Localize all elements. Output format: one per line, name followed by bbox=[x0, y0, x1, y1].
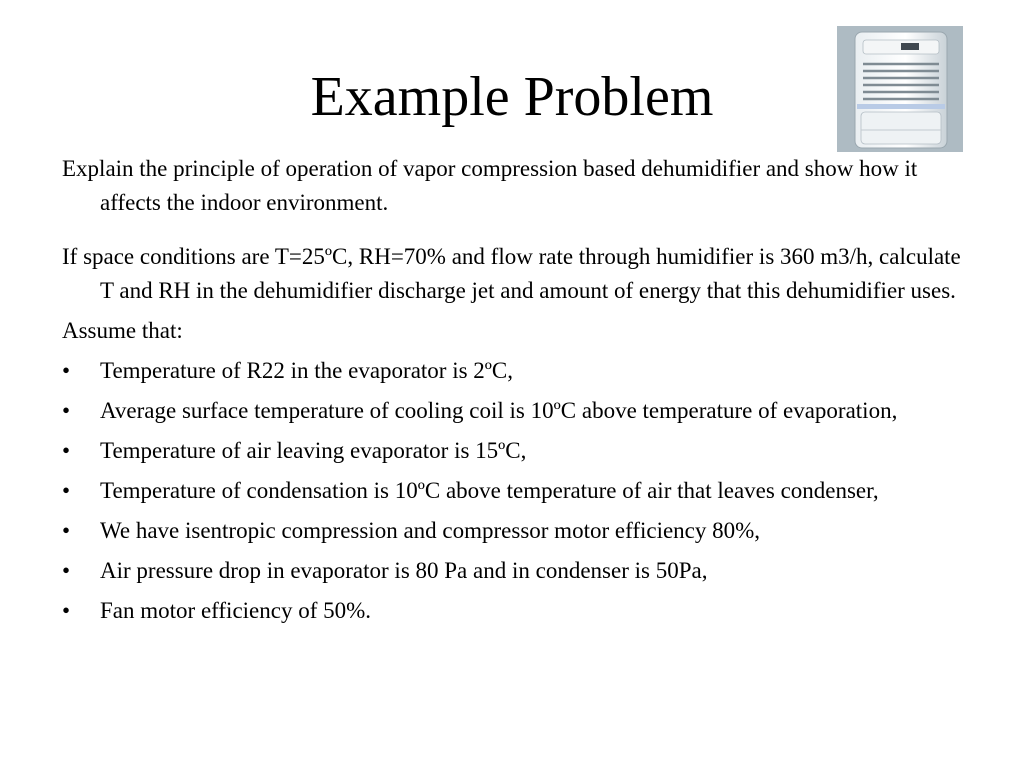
assume-label: Assume that: bbox=[62, 318, 183, 343]
list-item-text: Temperature of R22 in the evaporator is 2ºC, bbox=[100, 358, 514, 383]
list-item-text: Average surface temperature of cooling coil is 10ºC above temperature of evaporation, bbox=[100, 398, 898, 423]
bullet-icon: • bbox=[62, 558, 71, 583]
list-item bbox=[62, 354, 972, 388]
list-item-text: We have isentropic compression and compressor motor efficiency 80%, bbox=[100, 518, 761, 543]
paragraph-conditions: If space conditions are T=25ºC, RH=70% and flow rate through humidifier is 360 m3/h, calculate T and RH in the dehumidifier discharge jet and amount of energy that this dehumidifier uses. bbox=[62, 244, 961, 303]
bullet-icon: • bbox=[62, 478, 71, 503]
list-item bbox=[62, 594, 972, 628]
assumption-list bbox=[62, 354, 972, 628]
list-item-text: Temperature of air leaving evaporator is 15ºC, bbox=[100, 438, 527, 463]
paragraph-task: Explain the principle of operation of vapor compression based dehumidifier and show how it affects the indoor environment. bbox=[62, 156, 918, 215]
dehumidifier-illustration bbox=[837, 26, 963, 152]
list-item-text: Temperature of condensation is 10ºC above temperature of air that leaves condenser, bbox=[100, 478, 879, 503]
list-item bbox=[62, 394, 972, 428]
bullet-icon: • bbox=[62, 398, 71, 423]
list-item-text: Fan motor efficiency of 50%. bbox=[100, 598, 372, 623]
bullet-icon: • bbox=[62, 438, 71, 463]
list-item bbox=[62, 474, 972, 508]
bullet-icon: • bbox=[62, 518, 71, 543]
list-item-text: Air pressure drop in evaporator is 80 Pa and in condenser is 50Pa, bbox=[100, 558, 708, 583]
list-item bbox=[62, 554, 972, 588]
bullet-icon: • bbox=[62, 358, 71, 383]
bullet-icon: • bbox=[62, 598, 71, 623]
list-item bbox=[62, 434, 972, 468]
dehumidifier-image bbox=[837, 26, 963, 152]
list-item bbox=[62, 514, 972, 548]
slide-title: Example Problem bbox=[310, 66, 714, 128]
slide-body bbox=[62, 152, 972, 634]
